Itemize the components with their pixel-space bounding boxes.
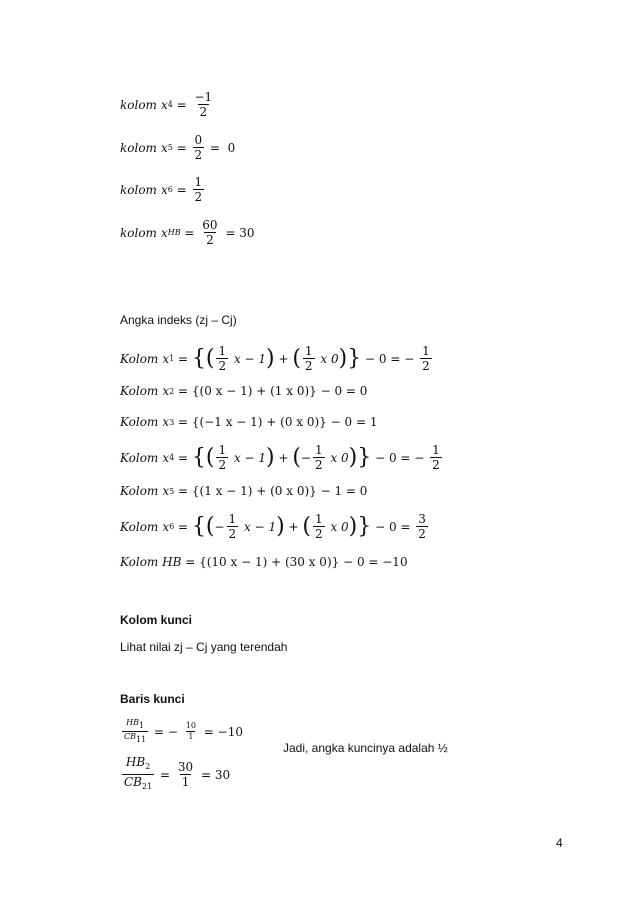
fraction: $\frac{-1}{2}$ [194,90,213,119]
kolom-kunci-text: Lihat nilai zj – Cj yang terendah [120,640,288,654]
kolom-x5-line: kolom x 5 = $\frac{0}{2}$ = 0 [120,133,236,162]
index-line-x3: Kolom x 3 = {(−1 x − 1) + (0 x 0)} − 0 = 1 [120,415,378,429]
fraction: $\frac{0}{2}$ [194,133,203,162]
fraction: $\frac{1}{2}$ [194,175,203,204]
page-number: 4 [556,836,563,850]
kolom-label: kolom [120,97,157,112]
index-line-x2: Kolom x 2 = {(0 x − 1) + (1 x 0)} − 0 = 0 [120,384,368,398]
index-line-x4: Kolom x 4 = { ( $\frac{1}{2}$ x − 1 ) + ( − $\frac{1}{2}$ x 0 ) } − 0 = − $\frac{1}{2}$ [120,443,440,472]
index-line-hb: Kolom HB = {(10 x − 1) + (30 x 0)} − 0 = −10 [120,555,408,569]
kolom-xhb-line: kolom x HB = $\frac{60}{2}$ = 30 [120,218,255,247]
fraction: $\frac{60}{2}$ [202,218,218,247]
index-line-x1: Kolom x 1 = { ( $\frac{1}{2}$ x − 1 ) + ( $\frac{1}{2}$ x 0 ) } − 0 = − $\frac{1}{2}$ [120,344,430,373]
index-line-x6: Kolom x 6 = { ( − $\frac{1}{2}$ x − 1 ) + ( $\frac{1}{2}$ x 0 ) } − 0 = $\frac{3}{2}$ [120,512,426,541]
baris-line-1: $\frac{HB_1}{CB_{11}}$ = − $\frac{10}{1}$ = −10 [124,718,243,744]
baris-kunci-heading: Baris kunci [120,692,185,706]
index-heading: Angka indeks (zj – Cj) [120,313,237,327]
kolom-kunci-heading: Kolom kunci [120,613,193,627]
conclusion-text: Jadi, angka kuncinya adalah ½ [283,741,448,755]
baris-line-2: $\frac{HB_2}{CB_{21}}$ = $\frac{30}{1}$ = 30 [120,755,230,794]
kolom-x4-line: kolom x 4 = $\frac{-1}{2}$ [120,90,213,119]
kolom-x6-line: kolom x 6 = $\frac{1}{2}$ [120,175,203,204]
index-line-x5: Kolom x 5 = {(1 x − 1) + (0 x 0)} − 1 = 0 [120,484,368,498]
